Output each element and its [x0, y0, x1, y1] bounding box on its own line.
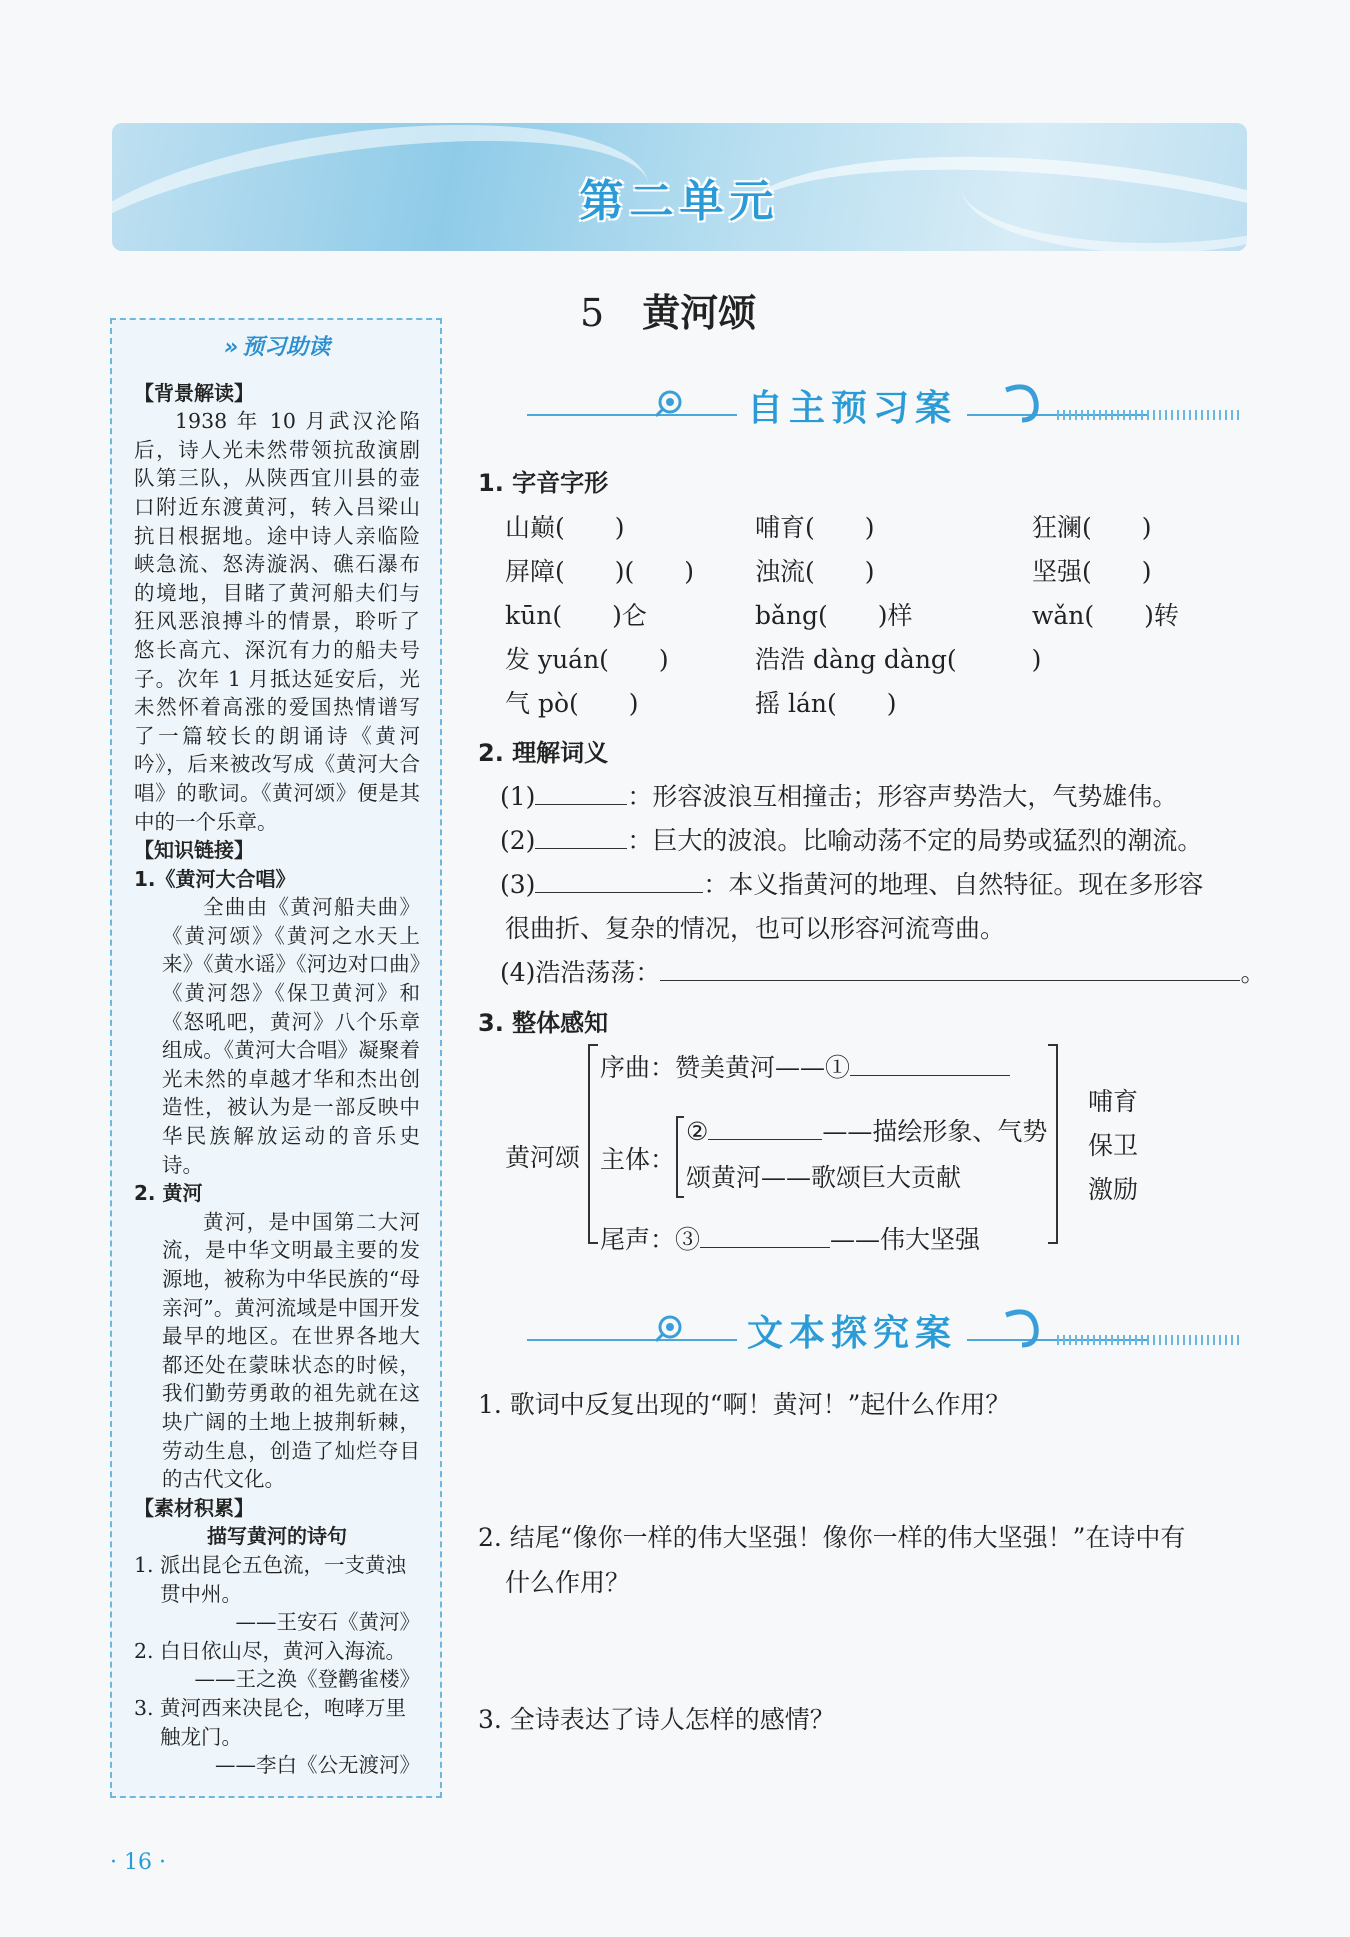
- poem-line: 白日依山尽，黄河入海流。: [160, 1638, 406, 1663]
- q3-title: 3. 整体感知: [478, 1009, 609, 1037]
- diagram-root: 黄河颂: [505, 1143, 581, 1172]
- unit-title: 第二单元: [579, 176, 780, 227]
- theme-word: 保卫: [1088, 1131, 1139, 1160]
- definition-3: (3) ：本义指黄河的地理、自然特征。现在多形容: [500, 870, 1204, 899]
- theme-word: 激励: [1088, 1175, 1139, 1204]
- poem-source: ——王安石《黄河》: [235, 1610, 420, 1635]
- inner-brace: [676, 1116, 684, 1198]
- pinyin-item: 摇 lán( ): [755, 689, 897, 718]
- pinyin-item: 狂澜( ): [1032, 513, 1152, 542]
- material-heading: 【素材积累】: [134, 1495, 254, 1520]
- main-b-line: 颂黄河——歌颂巨大贡献: [686, 1163, 962, 1192]
- prelude-line: 序曲：赞美黄河——①: [600, 1048, 1010, 1084]
- poem-line: 黄河西来决昆仑，咆哮万里触龙门。: [160, 1695, 406, 1749]
- section-header-self-study: [482, 380, 1242, 430]
- answer-blank[interactable]: [535, 870, 703, 893]
- main-a-line: ② ——描绘形象、气势: [686, 1117, 1048, 1146]
- definition-3-continued: 很曲折、复杂的情况，也可以形容河流弯曲。: [505, 914, 1006, 943]
- explore-question-2-continued: 什么作用？: [505, 1568, 631, 1597]
- magnifier-icon: [654, 388, 684, 418]
- pinyin-item: bǎng( )样: [755, 601, 913, 630]
- q1-title: 1. 字音字形: [478, 469, 609, 497]
- double-chevron-icon: »: [223, 335, 239, 360]
- unit-banner: [112, 123, 1247, 251]
- poem-source: ——李白《公无渡河》: [215, 1753, 420, 1778]
- definition-2: (2) ：巨大的波浪。比喻动荡不定的局势或猛烈的潮流。: [500, 826, 1203, 855]
- section-header-text-explore: [482, 1305, 1242, 1355]
- pinyin-item: 山巅( ): [505, 513, 625, 542]
- answer-blank[interactable]: [535, 826, 627, 849]
- pinyin-item: 发 yuán( ): [505, 645, 669, 674]
- poem-line: 派出昆仑五色流，一支黄浊贯中州。: [160, 1552, 406, 1606]
- answer-blank[interactable]: [535, 782, 627, 805]
- pinyin-item: 气 pò( ): [505, 689, 639, 718]
- pinyin-item: kūn( )仑: [505, 601, 647, 630]
- knowledge-item-2-text: 黄河，是中国第二大河流，是中华文明最主要的发源地，被称为中华民族的“母亲河”。黄河流域是中国开发最早的地区。在世界各地大都还处在蒙昧状态的时候，我们勤劳勇敢的祖先就在这块广阔的土地上披荆斩棘，劳动生息，创造了灿烂夺目的古代文化。: [162, 1209, 420, 1492]
- poem-item: 3. 黄河西来决昆仑，咆哮万里触龙门。 ——李白《公无渡河》: [134, 1694, 420, 1780]
- swirl-icon: [1002, 1305, 1042, 1349]
- knowledge-item-1-title: 1.《黄河大合唱》: [134, 866, 296, 891]
- section-title: 文本探究案: [737, 1305, 967, 1356]
- pinyin-item: 屏障( )( ): [505, 557, 695, 586]
- knowledge-item-2-title: 2. 黄河: [134, 1181, 203, 1206]
- definition-4: (4)浩浩荡荡： 。: [500, 958, 1266, 987]
- swirl-icon: [1002, 380, 1042, 424]
- background-heading: 【背景解读】: [134, 380, 254, 405]
- page-number: · 16 ·: [110, 1850, 166, 1875]
- main-label: 主体：: [600, 1145, 676, 1174]
- lesson-number: 5: [580, 291, 605, 335]
- structure-diagram: [500, 1040, 1240, 1260]
- knowledge-heading: 【知识链接】: [134, 838, 254, 863]
- background-text: 1938 年 10 月武汉沦陷后，诗人光未然带领抗敌演剧队第三队，从陕西宜川县的壶口附近东渡黄河，转入吕梁山抗日根据地。途中诗人亲临险峡急流、怒涛漩涡、礁石瀑布的境地，目睹了黄河船夫们与狂风恶浪搏斗的情景，聆听了悠长高亢、深沉有力的船夫号子。次年 1 月抵达延安后，光未然怀着高涨的爱国热情谱写了一篇较长的朗诵诗《黄河吟》，后来被改写成《黄河大合唱》的歌词。《黄河颂》便是其中的一个乐章。: [134, 409, 420, 834]
- theme-word: 哺育: [1088, 1087, 1139, 1116]
- knowledge-item-1-text: 全曲由《黄河船夫曲》《黄河颂》《黄河之水天上来》《黄水谣》《河边对口曲》《黄河怨》《保卫黄河》和《怒吼吧，黄河》八个乐章组成。《黄河大合唱》凝聚着光未然的卓越才华和杰出创造性，被认为是一部反映中华民族解放运动的音乐史诗。: [162, 895, 420, 1177]
- poem-item: 1. 派出昆仑五色流，一支黄浊贯中州。 ——王安石《黄河》: [134, 1551, 420, 1637]
- q2-title: 2. 理解词义: [478, 739, 609, 767]
- answer-blank[interactable]: [708, 1117, 822, 1140]
- pinyin-item: wǎn( )转: [1032, 601, 1179, 630]
- preview-sidebar: [110, 318, 442, 1798]
- definition-1: (1) ：形容波浪互相撞击；形容声势浩大，气势雄伟。: [500, 782, 1178, 811]
- answer-blank[interactable]: [700, 1225, 830, 1248]
- magnifier-icon: [654, 1313, 684, 1343]
- explore-question-1: 1. 歌词中反复出现的“啊！黄河！”起什么作用？: [478, 1390, 1011, 1419]
- pinyin-item: 哺育( ): [755, 513, 875, 542]
- left-brace: [588, 1044, 598, 1244]
- explore-question-2: 2. 结尾“像你一样的伟大坚强！像你一样的伟大坚强！”在诗中有: [478, 1523, 1186, 1552]
- material-subheading: 描写黄河的诗句: [207, 1524, 347, 1549]
- sidebar-header: » 预习助读: [223, 335, 331, 360]
- coda-line: 尾声：③ ——伟大坚强: [600, 1225, 981, 1254]
- pinyin-item: 浊流( ): [755, 557, 875, 586]
- lesson-title: [580, 282, 756, 337]
- pinyin-item: 坚强( ): [1032, 557, 1152, 586]
- explore-question-3: 3. 全诗表达了诗人怎样的感情？: [478, 1705, 835, 1734]
- section-title: 自主预习案: [737, 380, 967, 431]
- poem-item: 2. 白日依山尽，黄河入海流。 ——王之涣《登鹳雀楼》: [134, 1637, 420, 1694]
- pinyin-item: 浩浩 dàng dàng( ): [755, 645, 1042, 674]
- right-brace: [1048, 1044, 1058, 1244]
- answer-blank[interactable]: [660, 958, 1240, 981]
- answer-blank[interactable]: [850, 1053, 1010, 1076]
- lesson-name: 黄河颂: [642, 290, 757, 335]
- poem-source: ——王之涣《登鹳雀楼》: [194, 1667, 420, 1692]
